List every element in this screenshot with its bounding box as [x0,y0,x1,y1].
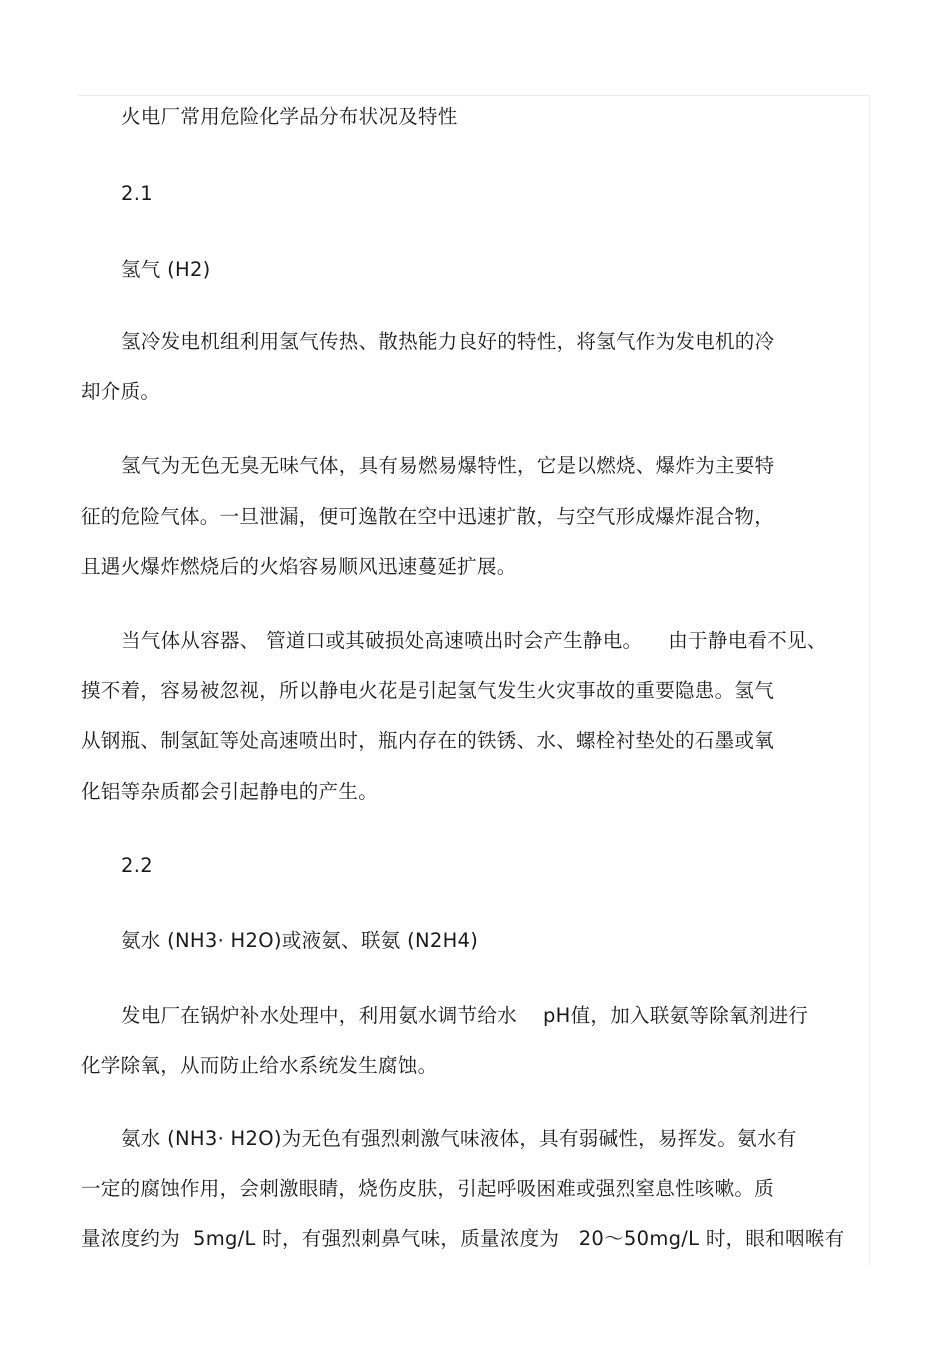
section-number: 2.1 [121,182,153,205]
paragraph-line: 一定的腐蚀作用，会刺激眼睛，烧伤皮肤，引起呼吸困难或强烈窒息性咳嗽。质 [81,1177,775,1200]
paragraph-line: 征的危险气体。一旦泄漏，便可逸散在空中迅速扩散，与空气形成爆炸混合物， [81,505,775,528]
paragraph-line: 量浓度约为 5mg/L 时，有强烈刺鼻气味，质量浓度为 20～50mg/L 时，眼和咽喉有 [81,1227,845,1250]
paragraph-line: 化铝等杂质都会引起静电的产生。 [81,780,379,803]
section-number: 2.2 [121,854,153,877]
document-title: 火电厂常用危险化学品分布状况及特性 [121,105,458,128]
paragraph-line: 化学除氧，从而防止给水系统发生腐蚀。 [81,1054,438,1077]
paragraph-line: 当气体从容器、 管道口或其破损处高速喷出时会产生静电。 由于静电看不见、 [121,629,827,652]
paragraph-line: 氨水 (NH3· H2O)为无色有强烈刺激气味液体，具有弱碱性，易挥发。氨水有 [121,1127,797,1150]
section-heading: 氢气 (H2) [121,258,211,281]
paragraph-line: 氢气为无色无臭无味气体，具有易燃易爆特性，它是以燃烧、爆炸为主要特 [121,454,775,477]
paragraph-line: 摸不着，容易被忽视，所以静电火花是引起氢气发生火灾事故的重要隐患。氢气 [81,679,775,702]
paragraph-line: 氢冷发电机组利用氢气传热、散热能力良好的特性，将氢气作为发电机的冷 [121,330,775,353]
paragraph-line: 且遇火爆炸燃烧后的火焰容易顺风迅速蔓延扩展。 [81,555,517,578]
paragraph-line: 从钢瓶、制氢缸等处高速喷出时，瓶内存在的铁锈、水、螺栓衬垫处的石墨或氧 [81,729,775,752]
section-heading: 氨水 (NH3· H2O)或液氨、联氨 (N2H4) [121,929,479,952]
paragraph-line: 发电厂在锅炉补水处理中，利用氨水调节给水 pH值，加入联氨等除氧剂进行 [121,1004,809,1027]
paragraph-line: 却介质。 [81,380,161,403]
